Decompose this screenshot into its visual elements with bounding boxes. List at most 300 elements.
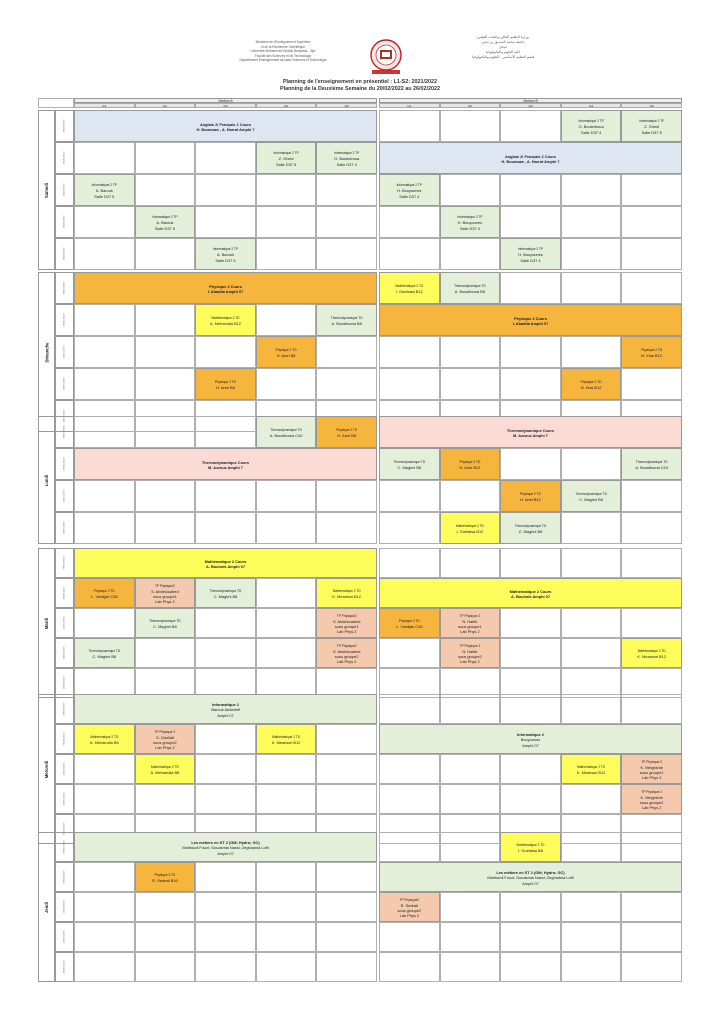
time-slot-label xyxy=(55,638,74,668)
empty-cell xyxy=(500,784,561,814)
course-line: Salle D37 5 xyxy=(154,225,175,231)
group-column-header: G1 xyxy=(379,103,440,108)
empty-cell xyxy=(500,608,561,638)
course-block xyxy=(621,448,682,480)
empty-cell xyxy=(256,892,317,922)
empty-cell xyxy=(621,272,682,304)
course-line: Salle D37 5 xyxy=(215,257,236,263)
empty-cell xyxy=(74,608,135,638)
course-block xyxy=(440,608,501,638)
empty-cell xyxy=(440,922,501,952)
empty-cell xyxy=(440,110,501,142)
course-line: Amphi 07 xyxy=(217,712,234,718)
empty-cell xyxy=(561,238,622,270)
time-slot-text: 13h00 14h30 xyxy=(63,215,66,229)
course-line: Thermodynamique TD xyxy=(330,315,363,320)
time-slot-label xyxy=(55,448,74,480)
course-block xyxy=(500,512,561,544)
time-slot-text: 08h00 09h30 xyxy=(63,556,66,570)
course-block xyxy=(74,832,377,862)
empty-cell xyxy=(440,754,501,784)
time-slot-text: 13h00 14h30 xyxy=(63,646,66,660)
course-line: Salle D37 4 xyxy=(399,193,420,199)
time-slot-text: 08h00 09h30 xyxy=(63,281,66,295)
course-line: Mathématique 2 TD xyxy=(150,764,179,769)
course-block xyxy=(74,272,377,304)
empty-cell xyxy=(379,368,440,400)
course-line: Informatique 2 TP xyxy=(91,183,117,188)
empty-cell xyxy=(256,480,317,512)
course-line: Lab Phys 2 xyxy=(155,745,175,751)
course-line: L. Yandjah C30 xyxy=(396,624,423,629)
group-column-header: G2 xyxy=(135,103,196,108)
course-line: Physique 2 Cours xyxy=(514,315,547,321)
time-slot-text: 11h20 12h50 xyxy=(63,489,66,503)
course-block xyxy=(379,272,440,304)
empty-cell xyxy=(316,892,377,922)
course-line: Lab Phys 2 xyxy=(336,659,357,665)
day-label-jeudi xyxy=(38,832,55,982)
course-line: Thermodynamique TD xyxy=(149,618,181,623)
course-line: Physique 2 TD xyxy=(93,588,115,593)
course-line: N. Habib xyxy=(462,648,478,654)
empty-cell xyxy=(256,754,317,784)
course-line: Physique 2 TD xyxy=(641,347,663,352)
day-name: Mardi xyxy=(43,617,49,629)
empty-cell xyxy=(379,480,440,512)
empty-cell xyxy=(256,638,317,668)
course-line: Physique 2 Cours xyxy=(209,283,242,289)
empty-cell xyxy=(561,608,622,638)
course-line: Physique 2 TD xyxy=(580,379,602,384)
course-block xyxy=(379,724,682,754)
day-label-mercredi xyxy=(38,694,55,844)
course-line: H. Boumaza , A. Harrat Amphi 7 xyxy=(196,127,255,132)
course-line: O. Bouledroua xyxy=(578,124,604,130)
course-block xyxy=(379,578,682,608)
course-line: Mathématique 2 TD xyxy=(211,315,240,320)
empty-cell xyxy=(135,368,196,400)
course-block xyxy=(74,724,135,754)
empty-cell xyxy=(256,206,317,238)
course-line: TP Physique2 xyxy=(336,643,357,648)
course-block xyxy=(379,862,682,892)
course-block xyxy=(621,110,682,142)
course-line: sous groupe1 xyxy=(153,594,177,599)
empty-cell xyxy=(561,892,622,922)
course-line: I. Abadlia Amphi 07 xyxy=(512,321,549,326)
course-line: Mahfoudi Fouzi; Gouasmia Nassi; Zeghadnia Lotfi xyxy=(487,875,574,881)
course-line: Les métiers en ST 2 (GM; Hydro; GC) xyxy=(496,870,565,876)
course-block xyxy=(561,480,622,512)
empty-cell xyxy=(195,206,256,238)
course-block xyxy=(74,448,377,480)
time-slot-text: 08h00 09h30 xyxy=(63,119,66,133)
course-line: Thermodynamique TD xyxy=(514,523,547,528)
course-line: Z. Gheid xyxy=(644,124,660,130)
time-slot-text: 09h40 11h10 xyxy=(63,586,66,600)
course-line: Les métiers en ST 2 (GM; Hydro; GC) xyxy=(191,840,260,846)
empty-cell xyxy=(195,922,256,952)
empty-cell xyxy=(561,922,622,952)
course-line: K. Meighiche xyxy=(640,764,663,770)
course-line: K. Meanssri B12 xyxy=(332,594,361,599)
time-slot-label xyxy=(55,892,74,922)
empty-cell xyxy=(500,368,561,400)
empty-cell xyxy=(316,174,377,206)
empty-cell xyxy=(561,548,622,578)
course-block xyxy=(440,512,501,544)
time-slot-text: 09h40 11h10 xyxy=(63,870,66,884)
time-slot-text: 11h20 12h50 xyxy=(63,183,66,197)
time-slot-text: 09h40 11h10 xyxy=(63,313,66,327)
course-line: sous groupe1 xyxy=(639,770,664,775)
empty-cell xyxy=(440,336,501,368)
group-column-header: G4 xyxy=(561,103,622,108)
time-slot-label xyxy=(55,784,74,814)
course-line: Salle D37 5 xyxy=(94,193,115,199)
course-line: Salle D37 4 xyxy=(459,225,480,231)
empty-cell xyxy=(195,638,256,668)
empty-cell xyxy=(256,922,317,952)
time-slot-label xyxy=(55,548,74,578)
empty-cell xyxy=(195,754,256,784)
section-a-header: Section A xyxy=(74,98,377,103)
course-line: Physique 2 TD xyxy=(398,618,420,623)
course-line: Barouk Abdelatif xyxy=(211,707,240,713)
time-slot-label xyxy=(55,336,74,368)
empty-cell xyxy=(135,922,196,952)
course-line: Bouyounes xyxy=(520,737,541,743)
empty-cell xyxy=(256,608,317,638)
course-line: C. Maghni B8 xyxy=(518,529,543,534)
course-line: Informatique 2 xyxy=(212,702,239,708)
course-block xyxy=(195,578,256,608)
time-slot-label xyxy=(55,110,74,142)
course-line: A. Bouhnik Amphi 07 xyxy=(206,564,245,569)
course-line: TP Physique 2 xyxy=(459,613,481,618)
course-block xyxy=(440,638,501,668)
time-slot-label xyxy=(55,512,74,544)
empty-cell xyxy=(195,512,256,544)
course-line: N. Kias B12 xyxy=(580,385,602,390)
empty-cell xyxy=(135,638,196,668)
empty-cell xyxy=(440,368,501,400)
course-line: TP Physique 2 xyxy=(459,643,481,648)
time-slot-text: 08h00 09h30 xyxy=(63,840,66,854)
empty-cell xyxy=(195,336,256,368)
course-block xyxy=(316,142,377,174)
time-slot-label xyxy=(55,142,74,174)
time-slot-label xyxy=(55,238,74,270)
course-line: A. Mehamdia B12 xyxy=(210,321,241,326)
empty-cell xyxy=(195,952,256,982)
empty-cell xyxy=(621,694,682,724)
empty-cell xyxy=(440,174,501,206)
course-block xyxy=(379,174,440,206)
course-line: Salle D37 4 xyxy=(581,129,602,135)
empty-cell xyxy=(135,512,196,544)
empty-cell xyxy=(135,480,196,512)
empty-cell xyxy=(316,862,377,892)
course-block xyxy=(379,608,440,638)
empty-cell xyxy=(74,952,135,982)
time-slot-label xyxy=(55,754,74,784)
course-block xyxy=(440,448,501,480)
course-block xyxy=(135,578,196,608)
course-block xyxy=(379,416,682,448)
course-line: Lab Phys 2 xyxy=(460,629,480,635)
time-slot-text: 11h20 12h50 xyxy=(63,616,66,630)
time-slot-label xyxy=(55,862,74,892)
course-block xyxy=(316,608,377,638)
course-line: Thermodynamique Cours xyxy=(201,459,250,465)
course-line: sous groupe2 xyxy=(397,908,422,913)
course-line: L. Yandjah C35 xyxy=(91,594,118,599)
empty-cell xyxy=(379,548,440,578)
course-block xyxy=(621,638,682,668)
empty-cell xyxy=(379,754,440,784)
empty-cell xyxy=(256,304,317,336)
group-column-header: G1 xyxy=(74,103,135,108)
section-b-header: Section B xyxy=(379,98,682,103)
empty-cell xyxy=(621,512,682,544)
empty-cell xyxy=(195,724,256,754)
empty-cell xyxy=(74,416,135,448)
course-line: S. Abdelouahed xyxy=(332,618,361,624)
course-line: A. Bouhnik Amphi 07 xyxy=(511,594,550,599)
empty-cell xyxy=(440,238,501,270)
time-slot-label xyxy=(55,724,74,754)
course-block xyxy=(135,724,196,754)
empty-cell xyxy=(256,784,317,814)
empty-cell xyxy=(316,480,377,512)
empty-cell xyxy=(440,480,501,512)
course-line: TP Physique2 xyxy=(336,613,357,618)
course-line: R. Sedrati xyxy=(400,902,418,908)
course-line: N. Habib xyxy=(462,618,478,624)
empty-cell xyxy=(621,548,682,578)
course-line: H. Amri B8 xyxy=(276,353,296,358)
group-column-header: G3 xyxy=(195,103,256,108)
empty-cell xyxy=(500,952,561,982)
empty-cell xyxy=(135,174,196,206)
empty-cell xyxy=(500,694,561,724)
course-line: R. Sedrati B16 xyxy=(152,878,178,883)
empty-cell xyxy=(500,922,561,952)
empty-cell xyxy=(500,336,561,368)
empty-cell xyxy=(379,512,440,544)
empty-cell xyxy=(621,608,682,638)
empty-cell xyxy=(379,336,440,368)
empty-cell xyxy=(256,862,317,892)
course-line: K. Meanssri B12 xyxy=(637,654,666,659)
time-slot-label xyxy=(55,922,74,952)
empty-cell xyxy=(440,784,501,814)
empty-cell xyxy=(195,142,256,174)
course-line: Lab Phys 2 xyxy=(460,659,480,665)
course-block xyxy=(379,448,440,480)
empty-cell xyxy=(561,206,622,238)
course-line: A. Barouk xyxy=(216,252,235,258)
course-line: Lab Phys 2 xyxy=(399,913,420,919)
course-block xyxy=(74,638,135,668)
empty-cell xyxy=(256,174,317,206)
empty-cell xyxy=(621,206,682,238)
empty-cell xyxy=(561,174,622,206)
empty-cell xyxy=(621,238,682,270)
course-line: Mathématique 2 TD xyxy=(577,764,606,769)
course-line: S. Abdelouahed xyxy=(332,648,361,654)
empty-cell xyxy=(379,832,440,862)
course-line: I. Guefaisa B8 xyxy=(518,848,543,853)
course-line: Mahfoudi Fouzi; Gouasmia Nassi; Zeghadnia Lotfi xyxy=(182,845,269,851)
empty-cell xyxy=(316,206,377,238)
course-line: H. Bouyounes xyxy=(518,252,543,258)
course-line: A. Bousftouna C40 xyxy=(269,433,303,438)
course-line: H. Bouyounes xyxy=(397,188,422,194)
course-line: Salle D37 5 xyxy=(276,161,297,167)
course-line: TP Physique2 xyxy=(399,897,420,902)
group-column-header: G2 xyxy=(440,103,501,108)
empty-cell xyxy=(561,638,622,668)
course-block xyxy=(74,548,377,578)
course-block xyxy=(256,724,317,754)
time-slot-text: 11h20 12h50 xyxy=(63,762,66,776)
course-line: I. Abadlia Amphi 07 xyxy=(207,289,244,294)
empty-cell xyxy=(316,952,377,982)
time-slot-label xyxy=(55,174,74,206)
course-block xyxy=(379,142,682,174)
course-block xyxy=(195,238,256,270)
empty-cell xyxy=(135,784,196,814)
course-block xyxy=(561,754,622,784)
course-line: Amphi 07 xyxy=(522,742,539,748)
empty-cell xyxy=(74,304,135,336)
course-line: K. Meanssri B12 xyxy=(271,740,301,745)
course-line: H. Bouyounes xyxy=(457,220,483,226)
course-line: Physique 2 TD xyxy=(459,459,481,464)
course-line: Informatique 2 TP xyxy=(152,215,178,220)
course-line: Physique 2 TD xyxy=(275,347,297,352)
group-column-header: G5 xyxy=(621,103,682,108)
course-line: C. Maghni B8 xyxy=(92,654,117,659)
course-block xyxy=(316,638,377,668)
time-slot-text: 11h20 12h50 xyxy=(63,345,66,359)
course-block xyxy=(621,754,682,784)
empty-cell xyxy=(135,892,196,922)
course-line: Salle D37 5 xyxy=(641,129,662,135)
ministry-header-fr: Ministère de l'Enseignement Supérieur et de la Recherche Scientifique Université Mohammed Seddik Benyahia - Jijel Faculté des Sciences et de Technologie Département Enseignement de base Sciences et Technologie xyxy=(239,40,327,63)
time-slot-label xyxy=(55,578,74,608)
group-column-header: G3 xyxy=(500,103,561,108)
course-block xyxy=(74,694,377,724)
course-block xyxy=(440,206,501,238)
empty-cell xyxy=(74,512,135,544)
empty-cell xyxy=(379,238,440,270)
course-line: M. Azzouz Amphi 7 xyxy=(513,433,548,438)
course-line: N. Kias B12 xyxy=(641,353,662,358)
empty-cell xyxy=(500,272,561,304)
day-label-lundi xyxy=(38,416,55,544)
course-block xyxy=(135,754,196,784)
course-line: TP Physique 2 xyxy=(641,759,663,764)
group-column-header: G4 xyxy=(256,103,317,108)
course-line: Thermodynamique TD xyxy=(575,491,607,496)
day-label-mardi xyxy=(38,548,55,698)
course-line: M. Azzouz Amphi 7 xyxy=(208,465,243,470)
empty-cell xyxy=(561,694,622,724)
course-line: Informatique 2 TP xyxy=(517,247,544,252)
empty-cell xyxy=(195,416,256,448)
header-corner xyxy=(38,98,74,108)
empty-cell xyxy=(561,832,622,862)
course-block xyxy=(316,578,377,608)
university-logo xyxy=(362,38,410,78)
empty-cell xyxy=(500,754,561,784)
time-slot-label xyxy=(55,608,74,638)
course-line: C. Maghni B8 xyxy=(397,465,422,470)
empty-cell xyxy=(74,862,135,892)
time-slot-label xyxy=(55,304,74,336)
day-name: Lundi xyxy=(44,474,49,486)
empty-cell xyxy=(500,206,561,238)
time-slot-text: 14h40 16h10 xyxy=(63,247,66,261)
course-line: A. Barouk xyxy=(156,220,174,226)
course-line: K. Meanssri B12 xyxy=(576,770,606,775)
course-line: Amphi 07 xyxy=(522,880,539,886)
empty-cell xyxy=(621,174,682,206)
empty-cell xyxy=(256,512,317,544)
empty-cell xyxy=(440,832,501,862)
course-line: sous groupe2 xyxy=(639,800,664,805)
empty-cell xyxy=(74,892,135,922)
course-block xyxy=(256,416,317,448)
course-line: sous groupe2 xyxy=(334,654,359,659)
course-block xyxy=(379,892,440,922)
empty-cell xyxy=(621,368,682,400)
empty-cell xyxy=(621,832,682,862)
course-block xyxy=(135,862,196,892)
empty-cell xyxy=(316,922,377,952)
course-line: S. Abdelouahed xyxy=(151,588,179,594)
course-line: Mathématique 2 TD xyxy=(395,283,424,288)
time-slot-text: 14h40 16h10 xyxy=(63,676,66,690)
course-line: Lab Phys 2 xyxy=(336,629,357,635)
course-line: H. Amri B8 xyxy=(337,433,356,438)
course-line: A. Bousftouna C24 xyxy=(635,465,669,470)
empty-cell xyxy=(74,206,135,238)
course-line: Thermodynamique TD xyxy=(88,648,121,653)
empty-cell xyxy=(500,548,561,578)
time-slot-text: 09h40 11h10 xyxy=(63,457,66,471)
time-slot-text: 11h20 12h50 xyxy=(63,900,66,914)
course-block xyxy=(135,608,196,638)
course-block xyxy=(621,784,682,814)
empty-cell xyxy=(500,638,561,668)
course-line: H. Boumaza , A. Harrat Amphi 7 xyxy=(501,159,560,164)
course-line: sous groupe1 xyxy=(334,624,359,629)
course-block xyxy=(316,416,377,448)
empty-cell xyxy=(256,578,317,608)
page-title: Planning de l'enseignement en présentiel : L1-S2: 2021/2022 Planning de la Deuxième Semaine du 20/02/2022 au 26/02/2022 xyxy=(279,79,440,92)
time-slot-text: 09h40 11h10 xyxy=(63,732,66,746)
empty-cell xyxy=(379,952,440,982)
empty-cell xyxy=(440,694,501,724)
empty-cell xyxy=(500,110,561,142)
empty-cell xyxy=(440,548,501,578)
course-line: TP Physique 2 xyxy=(641,789,663,794)
